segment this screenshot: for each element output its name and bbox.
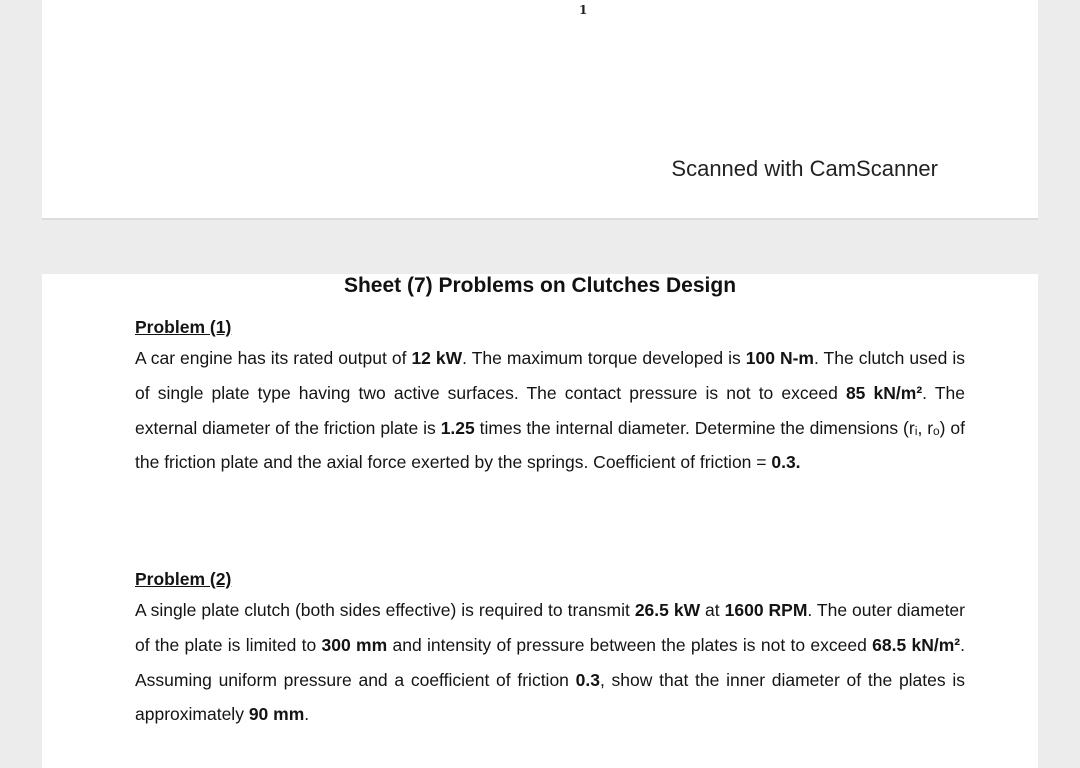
problem-1 — [135, 313, 965, 480]
page-number: 1 — [579, 3, 588, 17]
text-run: times the internal diameter. Determine the dimensions (rᵢ, rₒ) of the friction plate and the axial force exerted by the springs. Coefficient of friction = — [135, 417, 965, 473]
problem-2 — [135, 565, 965, 732]
emphasized-value: 0.3. — [771, 452, 801, 473]
scanner-watermark: Scanned with CamScanner — [671, 156, 938, 181]
emphasized-value: 68.5 kN/m² — [872, 634, 961, 655]
problem-heading: Problem (1) — [135, 317, 232, 337]
text-run: A single plate clutch (both sides effective) is required to transmit — [135, 600, 635, 620]
problem-heading: Problem (2) — [135, 569, 232, 589]
emphasized-value: 85 kN/m² — [845, 382, 923, 403]
text-run: . The outer diameter of the plate is limited to — [135, 600, 965, 655]
emphasized-value: 0.3 — [575, 669, 600, 690]
emphasized-value: 1600 RPM — [724, 600, 808, 620]
emphasized-value: 1.25 — [440, 417, 475, 438]
text-run: . Assuming uniform pressure and a coefficient of friction — [135, 634, 966, 690]
text-run: . The maximum torque developed is — [462, 348, 746, 368]
emphasized-value: 300 mm — [321, 634, 388, 655]
text-run: , show that the inner diameter of the plates is approximately — [135, 669, 966, 725]
problem-text — [135, 341, 965, 480]
text-run: and intensity of pressure between the plates is not to exceed — [387, 634, 873, 655]
problem-text — [135, 593, 965, 732]
text-run: at — [700, 600, 725, 620]
text-run: . — [304, 704, 310, 725]
emphasized-value: 90 mm — [248, 704, 305, 725]
text-run: . The clutch used is of single plate type having two active surfaces. The contact pressure is not to exceed — [135, 348, 965, 403]
previous-page — [42, 0, 1038, 220]
sheet-title: Sheet (7) Problems on Clutches Design — [343, 274, 737, 297]
text-run: . The external diameter of the friction plate is — [135, 382, 965, 438]
text-run: A car engine has its rated output of — [135, 348, 412, 368]
emphasized-value: 100 N-m — [745, 348, 814, 368]
emphasized-value: 26.5 kW — [634, 600, 701, 620]
emphasized-value: 12 kW — [411, 348, 463, 368]
